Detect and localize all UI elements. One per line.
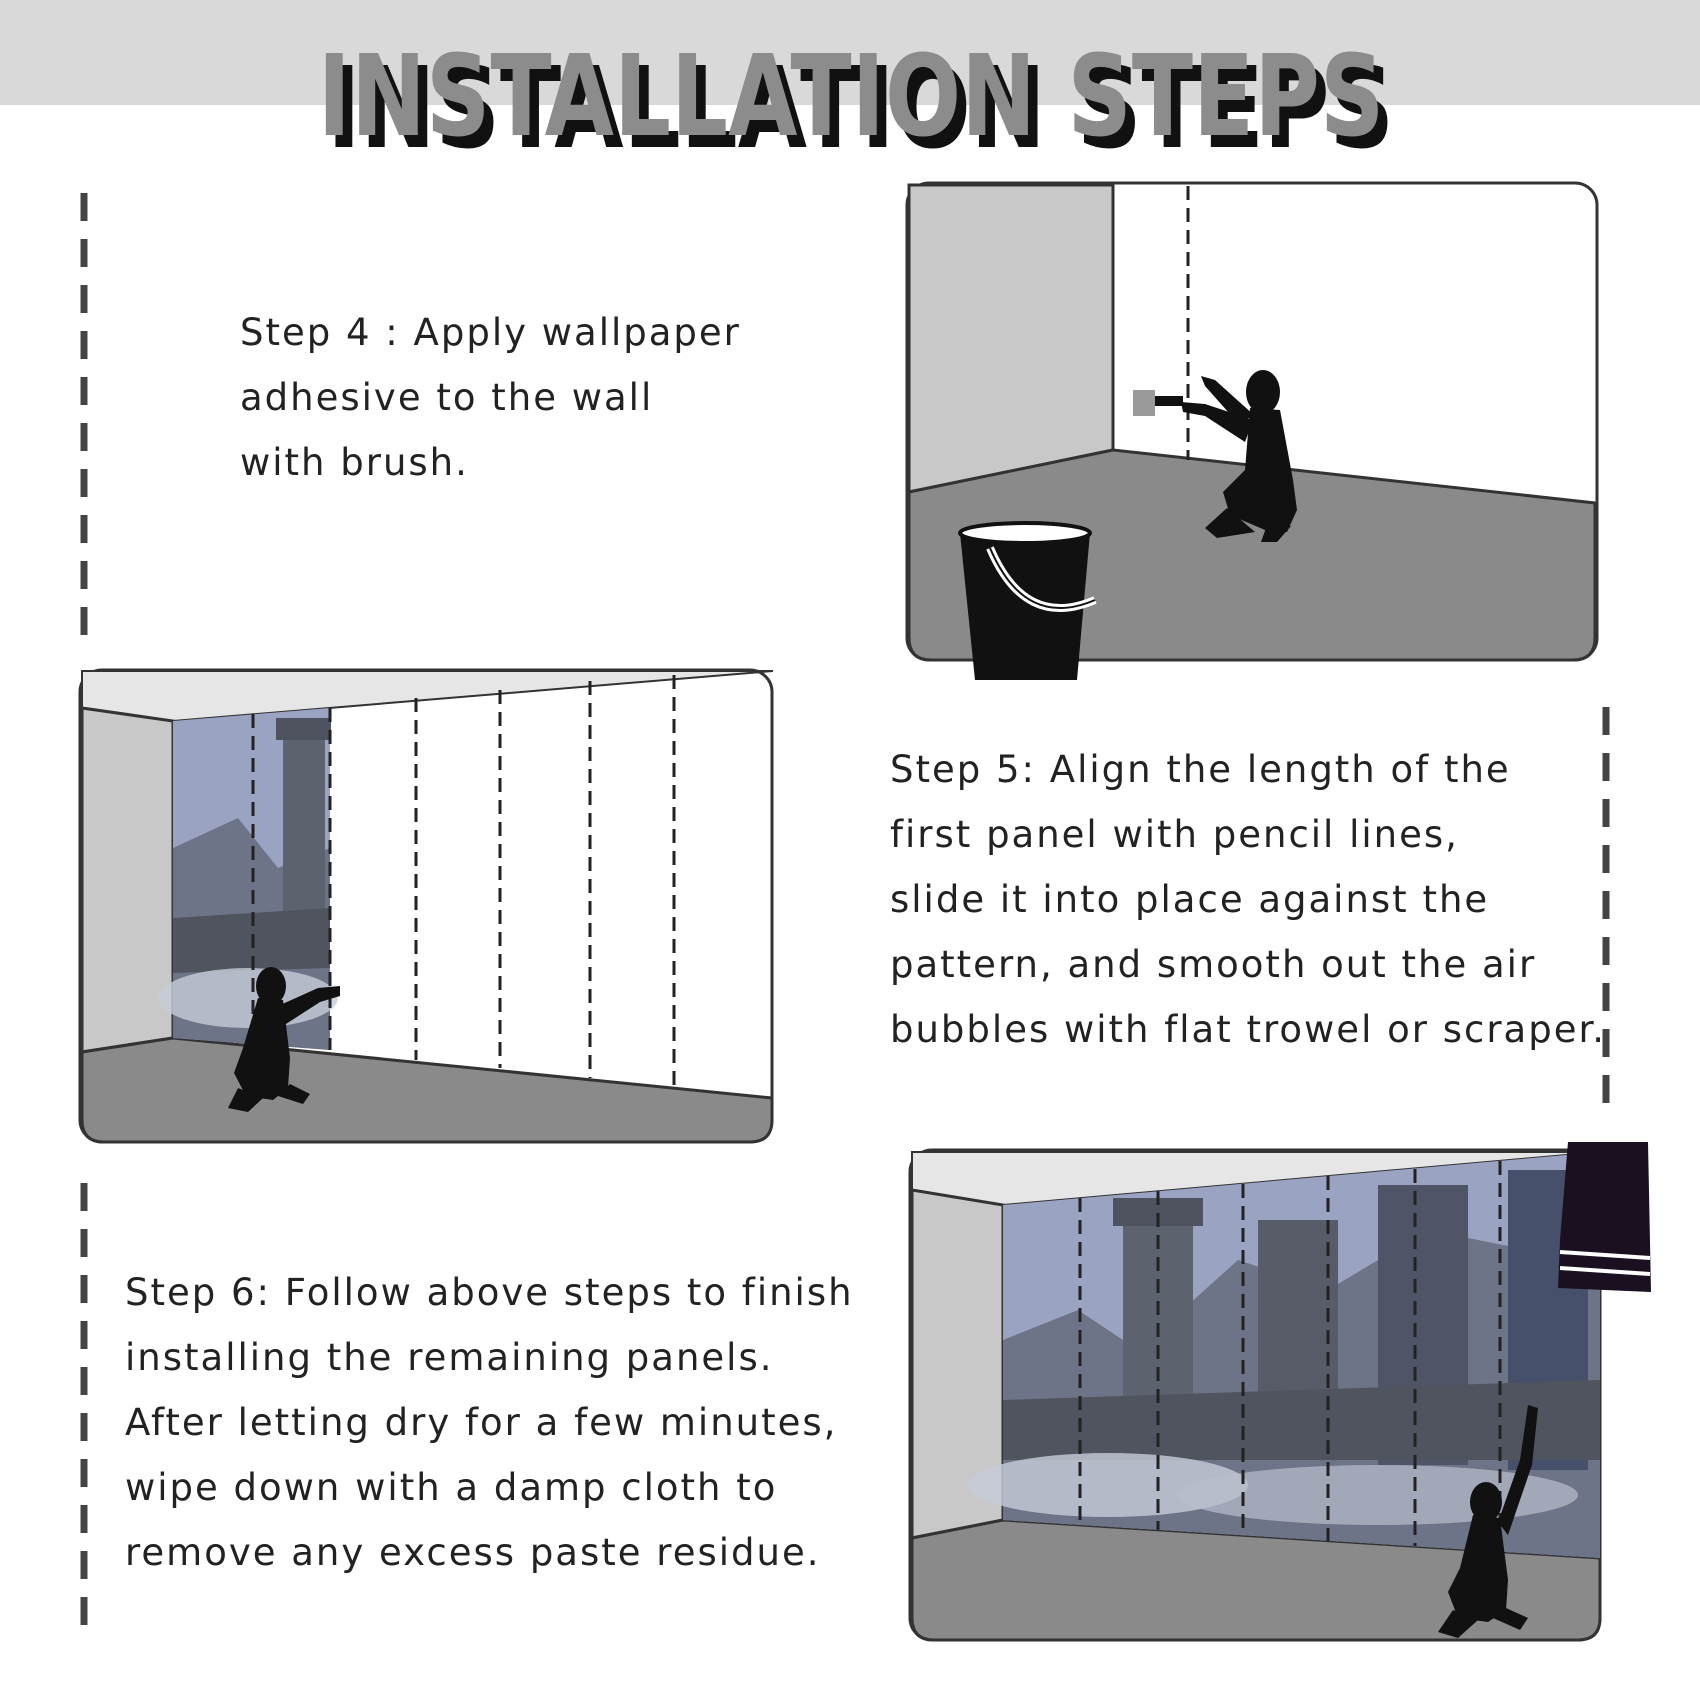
step-6-line: After letting dry for a few minutes, xyxy=(125,1401,838,1444)
step-4-text xyxy=(240,300,741,495)
finished-mural-illustration xyxy=(908,1140,1658,1670)
step-6-line: installing the remaining panels. xyxy=(125,1336,774,1379)
step-5-line: slide it into place against the xyxy=(890,878,1490,921)
step-6-line: remove any excess paste residue. xyxy=(125,1531,821,1574)
dashed-divider-left-top xyxy=(78,193,90,653)
step-5-text xyxy=(890,737,1606,1062)
step-6-line: wipe down with a damp cloth to xyxy=(125,1466,778,1509)
bucket-icon xyxy=(960,523,1095,680)
side-wall xyxy=(909,185,1113,492)
step-6-text xyxy=(125,1260,854,1585)
step-6-line: Step 6: Follow above steps to finish xyxy=(125,1271,854,1314)
cloth-icon xyxy=(1558,1142,1651,1292)
step-4-line: adhesive to the wall xyxy=(240,376,654,419)
wall-brushing-illustration xyxy=(905,180,1605,690)
step-4-line: Step 4 : Apply wallpaper xyxy=(240,311,741,354)
castle-mural xyxy=(968,1152,1600,1558)
step-5-line: bubbles with flat trowel or scraper. xyxy=(890,1008,1607,1051)
step-4-line: with brush. xyxy=(240,441,469,484)
step-5-line: Step 5: Align the length of the xyxy=(890,748,1511,791)
step-5-line: first panel with pencil lines, xyxy=(890,813,1459,856)
first-panel-illustration xyxy=(78,668,778,1148)
dashed-divider-left-bottom xyxy=(78,1183,90,1643)
step-5-line: pattern, and smooth out the air xyxy=(890,943,1537,986)
page-title: INSTALLATION STEPS xyxy=(317,32,1385,162)
